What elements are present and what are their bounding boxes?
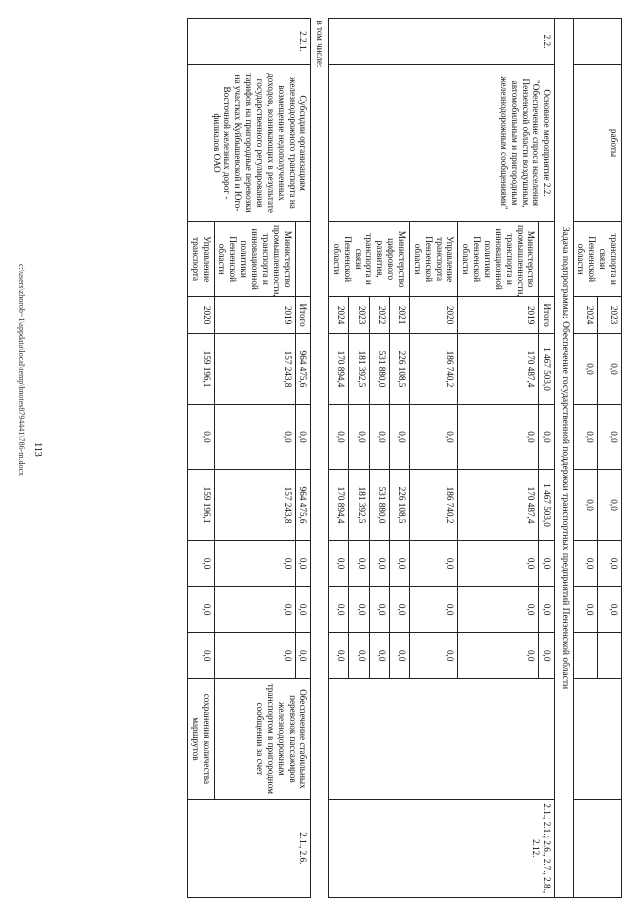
expected-result-continued: сохранения количества маршрутов (187, 679, 214, 799)
year-cell: 2024 (573, 297, 597, 334)
table-row: 2023 181 392,5 0,0 181 392,5 0,0 0,0 0,0 (349, 19, 369, 898)
total-label: Итого (539, 297, 555, 334)
item-name: Субсидии организациям железнодорожного транспорта на возмещение недополученных доходов, возникающих в результате государственного регулирования тарифов на пригородные перевозки на участках Куйбышевской и Юго-Восточной железных дорог - филиалов ОАО (187, 65, 311, 222)
table-row: Управление транспорта Пензенской области 2020 186 740,2 0,0 186 740,2 0,0 0,0 0,0 (410, 19, 458, 898)
indicator-numbers: 2.1., 2.6. (187, 799, 311, 897)
executor-cell: Министерство промышленности, транспорта и инновационной политики Пензенской области (214, 221, 295, 296)
rotated-table-page (142, 18, 622, 898)
program-activities-table (187, 18, 622, 898)
total-label: Итого (295, 297, 311, 334)
work-label: работы (573, 65, 621, 222)
table-row: Министерство промышленности, транспорта и инновационной политики Пензенской области 2019 157 243,8 0,0 157 243,8 0,0 0,0 0,0 (214, 19, 295, 898)
executor-cell: Министерство цифрового развития, транспорта и связи Пензенской области (329, 221, 410, 296)
table-row: 2.2. Основное мероприятие 2.2. "Обеспечение спроса населения Пензенской области воздушным, автомобильным и пригородным железнодорожным сообщениями" Итого 1 467 503,0 0,0 1 467 503,0 0,0 0,0 0,0 2.1., 2.1.; 2.6., 2.7., 2.8., 2.12. (539, 19, 555, 898)
table-row: работы транспорта и связи Пензенской области 2023 0,0 0,0 0,0 0,0 0,0 (597, 19, 621, 898)
item-name: Основное мероприятие 2.2. "Обеспечение спроса населения Пензенской области воздушным, автомобильным и пригородным железнодорожным сообщениями" (329, 65, 555, 222)
expected-result: Обеспечение стабильных перевозок пассажиров железнодорожным транспортом в пригородном сообщении за счет (214, 679, 311, 799)
table-row: 2024 0,0 0,0 0,0 0,0 0,0 (573, 19, 597, 898)
indicator-numbers: 2.1., 2.1.; 2.6., 2.7., 2.8., 2.12. (329, 799, 555, 897)
table-row: Министерство цифрового развития, транспорта и связи Пензенской области 2021 226 108,5 0,0 226 108,5 0,0 0,0 0,0 (389, 19, 409, 898)
task-band-row (555, 19, 573, 898)
year-cell: 2023 (597, 297, 621, 334)
executor-cell: транспорта и связи Пензенской области (573, 221, 621, 296)
note-row (311, 19, 329, 898)
executor-cell: Управление транспорта Пензенской области (410, 221, 458, 296)
table-row: Управление транспорта 2020 159 196,1 0,0 159 196,1 0,0 0,0 0,0 сохранения количества маршрутов (187, 19, 214, 898)
item-number: 2.2.1. (187, 19, 311, 65)
note-label: в том числе: (311, 19, 329, 898)
executor-cell: Министерство промышленности, транспорта и инновационной политики Пензенской области (458, 221, 539, 296)
executor-cell: Управление транспорта (187, 221, 214, 296)
table-row: 2022 531 880,0 0,0 531 880,0 0,0 0,0 0,0 (369, 19, 389, 898)
table-row: 2.2.1. Субсидии организациям железнодорожного транспорта на возмещение недополученных доходов, возникающих в результате государственного регулирования тарифов на пригородные перевозки на участках Куйбышевской и Юго-Восточной железных дорог - филиалов ОАО Итого 964 475,6 0,0 964 475,6 0,0 0,0 0,0 Обеспечение стабильных перевозок пассажиров железнодорожным транспортом в пригородном сообщении за счет 2.1., 2.6. (295, 19, 311, 898)
page-number: 113 (31, 442, 43, 457)
table-row: 2024 170 894,4 0,0 170 894,4 0,0 0,0 0,0 (329, 19, 349, 898)
item-number: 2.2. (329, 19, 555, 65)
task-band: Задача подпрограммы: Обеспечение государственной поддержки транспортных предприятий Пензенской области (555, 19, 573, 898)
footer-file-path: c:\users\zhorob~1\appdata\local\temp\bnotes8794441\786-m.docx (17, 264, 26, 477)
table-row: Министерство промышленности, транспорта и инновационной политики Пензенской области 2019 170 487,4 0,0 170 487,4 0,0 0,0 0,0 (458, 19, 539, 898)
